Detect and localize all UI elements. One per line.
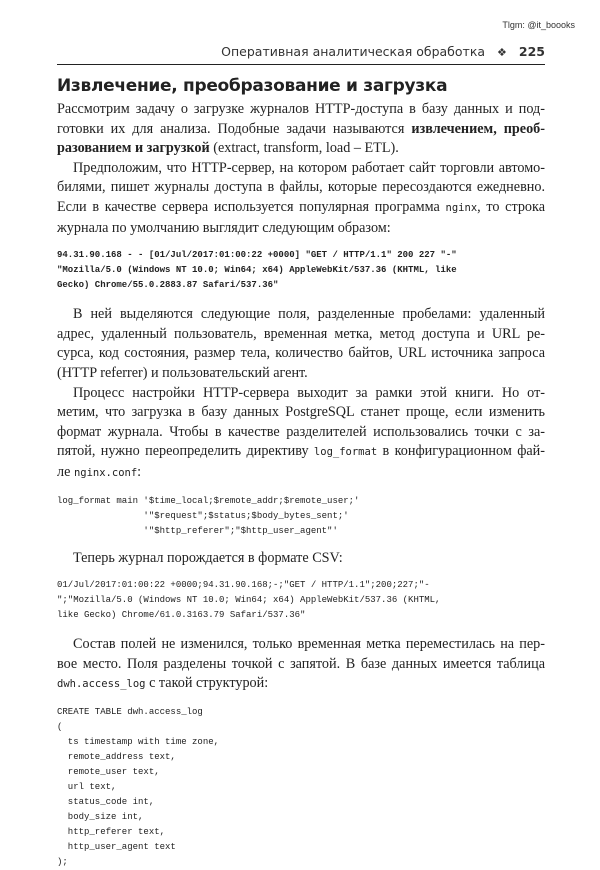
code-block-create-table: CREATE TABLE dwh.access_log ( ts timestamp with time zone, remote_address text, remote_user text, url text, status_code int, body_size int, http_referer text, http_user_agent text ); (57, 706, 220, 867)
text-line: формат журнала. Чтобы в качестве разделителей использовались точки с за- (57, 423, 545, 440)
bold-term: разованием и загрузкой (57, 140, 210, 157)
text: готовки их для анализа. Подобные задачи называются (57, 120, 412, 137)
section-heading: Извлечение, преобразование и загрузка (57, 76, 448, 96)
paragraph-1 (57, 100, 545, 159)
text-line: В ней выделяются следующие поля, разделенные пробелами: удаленный (73, 306, 545, 323)
text-line: Теперь журнал порождается в формате CSV: (73, 549, 343, 566)
text-line: журнала по умолчанию выглядит следующим образом: (57, 219, 391, 236)
text: ле (57, 463, 74, 480)
paragraph-5 (57, 549, 545, 569)
code-block-csv: 01/Jul/2017:01:00:22 +0000;94.31.90.168;-;"GET / HTTP/1.1";200;227;"- ";"Mozilla/5.0 (Windows NT 10.0; Win64; x64) AppleWebKit/537.36 (KHTML, like Gecko) Chrome/61.0.3163.79 Safari/537.36" (57, 580, 441, 621)
text-line (57, 674, 545, 695)
text-line (57, 463, 545, 484)
chapter-title: Оперативная аналитическая обработка (221, 44, 486, 59)
inline-code: dwh.access_log (57, 678, 146, 691)
text: Если в качестве сервера используется популярная программа (57, 198, 446, 215)
text-line: Рассмотрим задачу о загрузке журналов HTTP-доступа в базу данных и под- (57, 101, 545, 117)
text-line: метим, что загрузка в базу данных PostgreSQL станет проще, если изменить (57, 404, 545, 421)
text-line: сурса, код состояния, размер тела, количество байтов, URL источника запроса (57, 345, 545, 362)
text-line: Процесс настройки HTTP-сервера выходит за рамки этой книги. Но от- (73, 384, 545, 401)
text: , то строка (477, 198, 545, 215)
inline-code: log_format (313, 446, 378, 459)
page-number: 225 (518, 44, 545, 59)
inline-code: nginx.conf (73, 466, 138, 479)
inline-code: nginx (445, 201, 478, 214)
paragraph-3 (57, 305, 545, 383)
ornament-icon: ❖ (497, 46, 507, 59)
paragraph-4 (57, 384, 545, 484)
running-head (57, 44, 545, 65)
bold-term: извлечением, преоб- (411, 120, 546, 137)
text: (extract, transform, load – ETL). (209, 140, 399, 157)
page-body (57, 76, 545, 870)
paragraph-6 (57, 635, 545, 695)
paragraph-2 (57, 159, 545, 238)
text-line: (HTTP referrer) и пользовательский агент. (57, 364, 308, 381)
text-line: Состав полей не изменился, только временная метка переместилась на пер- (73, 636, 545, 653)
text-line: вое место. Поля разделены точкой с запятой. В базе данных имеется таблица (57, 655, 545, 672)
text: пятой, нужно переопределить директиву (57, 443, 314, 460)
text-line (57, 198, 545, 219)
text-line (57, 139, 545, 159)
text-line: Предположим, что HTTP-сервер, на котором работает сайт торговли автомо- (73, 159, 545, 176)
text: в конфигурационном фай- (377, 443, 546, 460)
watermark: Tlgm: @it_boooks (502, 20, 575, 30)
text: : (137, 463, 142, 480)
text-line: билями, пишет журналы доступа в файлы, которые пересоздаются ежедневно. (57, 179, 545, 196)
text-line: адрес, удаленный пользователь, временная метка, метод доступа и URL ре- (57, 325, 545, 342)
text: с такой структурой: (145, 675, 269, 692)
text-line (57, 442, 545, 463)
text-line (57, 120, 545, 140)
code-block-log-line: 94.31.90.168 - - [01/Jul/2017:01:00:22 +0000] "GET / HTTP/1.1" 200 227 "-" "Mozilla/5.0 (Windows NT 10.0; Win64; x64) AppleWebKit/537.36 (KHTML, like Gecko) Chrome/55.0.2883.87 Safari/537.36" (57, 250, 457, 291)
code-block-log-format: log_format main '$time_local;$remote_addr;$remote_user;' '"$request";$status;$body_bytes_sent;' '"$http_referer";"$http_user_agent"' (57, 495, 360, 536)
